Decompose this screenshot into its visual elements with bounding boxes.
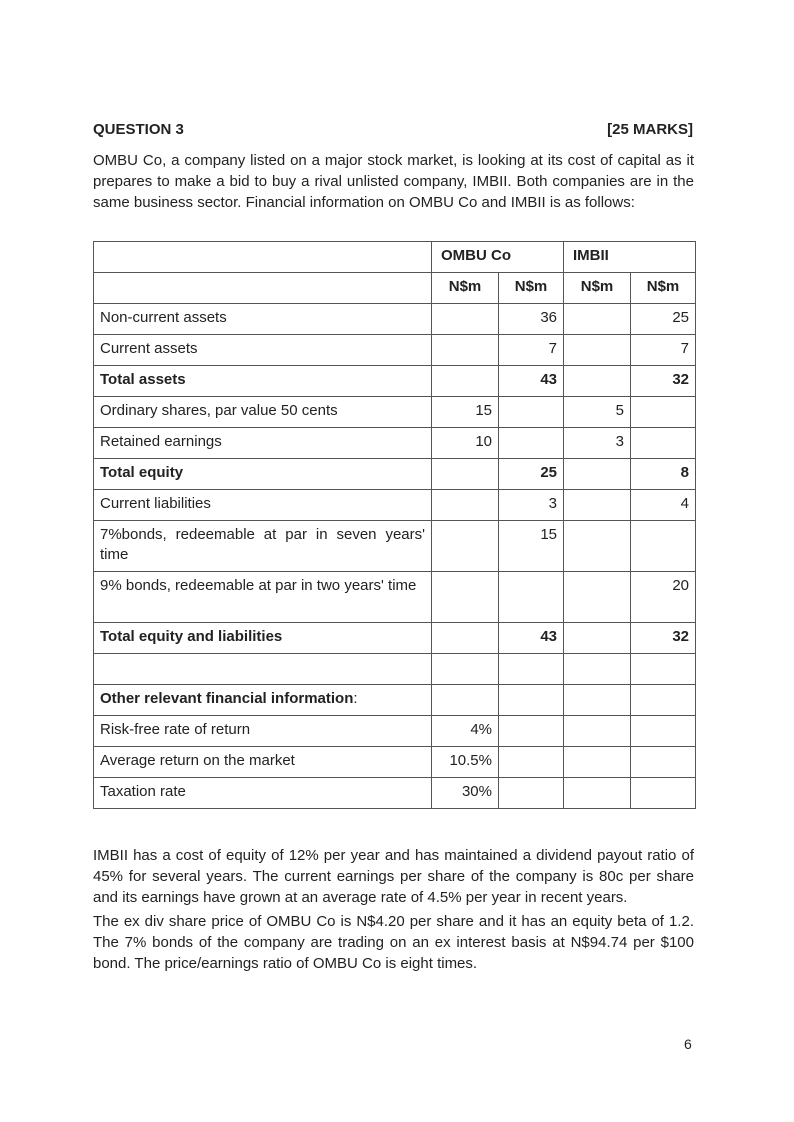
value-cell [499,778,564,809]
table-row [94,335,696,366]
table-row [94,623,696,654]
value-cell [564,459,631,490]
row-label [94,716,432,747]
row-label-text: Current assets [100,340,198,357]
value-cell [564,654,631,685]
value-cell: 3 [564,428,631,459]
row-label [94,397,432,428]
value-cell [432,685,499,716]
value-cell [631,654,696,685]
value-cell: 20 [631,572,696,623]
value-cell [432,521,499,572]
page-number: 6 [684,1036,692,1052]
imbii-paragraph: IMBII has a cost of equity of 12% per year and has maintained a dividend payout ratio of 45% for several years. The current earnings per share of the company is 80c per share and its earnings have grown at an average rate of 4.5% per year in recent years. [93,847,694,906]
row-label-text: Non-current assets [100,309,227,326]
row-label-text: Total equity and liabilities [100,628,283,645]
value-cell [631,747,696,778]
company-header-row [94,242,696,273]
value-cell [564,685,631,716]
unit-header: N$m [631,273,696,304]
value-cell: 4 [631,490,696,521]
value-cell [432,366,499,397]
question-marks: [25 MARKS] [607,121,693,138]
company-header-ombu: OMBU Co [432,242,564,273]
value-cell [631,521,696,572]
value-cell [499,572,564,623]
value-cell [564,521,631,572]
value-cell: 32 [631,623,696,654]
value-cell: 7 [631,335,696,366]
value-cell: 10 [432,428,499,459]
value-cell [432,304,499,335]
table-row [94,366,696,397]
value-cell: 32 [631,366,696,397]
value-cell [499,716,564,747]
table-row [94,654,696,685]
value-cell: 36 [499,304,564,335]
table-row [94,490,696,521]
unit-header: N$m [432,273,499,304]
value-cell [631,778,696,809]
value-cell [564,490,631,521]
row-label-text: Total assets [100,371,186,388]
table-row [94,572,696,623]
financial-information-table [93,241,696,809]
value-cell [432,623,499,654]
value-cell [499,654,564,685]
value-cell: 25 [499,459,564,490]
table-row [94,747,696,778]
row-label-text: Risk-free rate of return [100,721,251,738]
value-cell [564,304,631,335]
value-cell [499,428,564,459]
row-label-text: 7%bonds, redeemable at par in seven years' time [100,526,425,563]
value-cell [631,716,696,747]
row-label-text: 9% bonds, redeemable at par in two years' time [100,577,417,594]
row-label [94,623,432,654]
value-cell [432,654,499,685]
header-empty-cell [94,273,432,304]
value-cell [499,685,564,716]
ombu-paragraph: The ex div share price of OMBU Co is N$4.20 per share and it has an equity beta of 1.2. The 7% bonds of the company are trading on an ex interest basis at N$94.74 per $100 bond. The price/earnings ratio of OMBU Co is eight times. [93,913,694,972]
header-empty-cell [94,242,432,273]
value-cell [631,428,696,459]
value-cell [564,716,631,747]
value-cell [432,335,499,366]
value-cell: 25 [631,304,696,335]
row-label [94,428,432,459]
unit-header: N$m [499,273,564,304]
row-label [94,572,432,623]
value-cell [432,490,499,521]
row-label [94,459,432,490]
row-label [94,685,432,716]
table-body [94,304,696,809]
row-label [94,490,432,521]
table-row [94,304,696,335]
value-cell [499,747,564,778]
value-cell: 7 [499,335,564,366]
table-row [94,716,696,747]
value-cell [564,335,631,366]
unit-header-row [94,273,696,304]
row-label-text: Ordinary shares, par value 50 cents [100,402,338,419]
row-label-text: Other relevant financial information [100,690,354,707]
row-label-text: Total equity [100,464,184,481]
value-cell [631,685,696,716]
value-cell: 15 [499,521,564,572]
value-cell [564,747,631,778]
value-cell: 8 [631,459,696,490]
row-label [94,747,432,778]
table-row [94,428,696,459]
row-label [94,366,432,397]
value-cell [432,572,499,623]
table-row [94,685,696,716]
value-cell: 43 [499,366,564,397]
row-label-suffix: : [353,690,358,707]
value-cell [499,397,564,428]
value-cell: 43 [499,623,564,654]
value-cell [432,459,499,490]
question-heading [93,121,693,141]
intro-paragraph: OMBU Co, a company listed on a major stock market, is looking at its cost of capital as it prepares to make a bid to buy a rival unlisted company, IMBII. Both companies are in the same business sector. Financial information on OMBU Co and IMBII is as follows: [93,152,694,211]
value-cell: 4% [432,716,499,747]
row-label [94,654,432,685]
value-cell [564,623,631,654]
row-label [94,335,432,366]
row-label-text: Retained earnings [100,433,222,450]
unit-header: N$m [564,273,631,304]
value-cell: 15 [432,397,499,428]
company-header-imbii: IMBII [564,242,696,273]
row-label-text: Taxation rate [100,783,186,800]
value-cell: 30% [432,778,499,809]
value-cell: 3 [499,490,564,521]
table-row [94,778,696,809]
value-cell [631,397,696,428]
table-row [94,459,696,490]
value-cell [564,366,631,397]
value-cell [564,572,631,623]
question-title: QUESTION 3 [93,121,184,138]
table-row [94,521,696,572]
row-label [94,778,432,809]
table-row [94,397,696,428]
value-cell: 10.5% [432,747,499,778]
value-cell [564,778,631,809]
row-label [94,521,432,572]
row-label [94,304,432,335]
row-label-text: Current liabilities [100,495,211,512]
row-label-text: Average return on the market [100,752,295,769]
value-cell: 5 [564,397,631,428]
